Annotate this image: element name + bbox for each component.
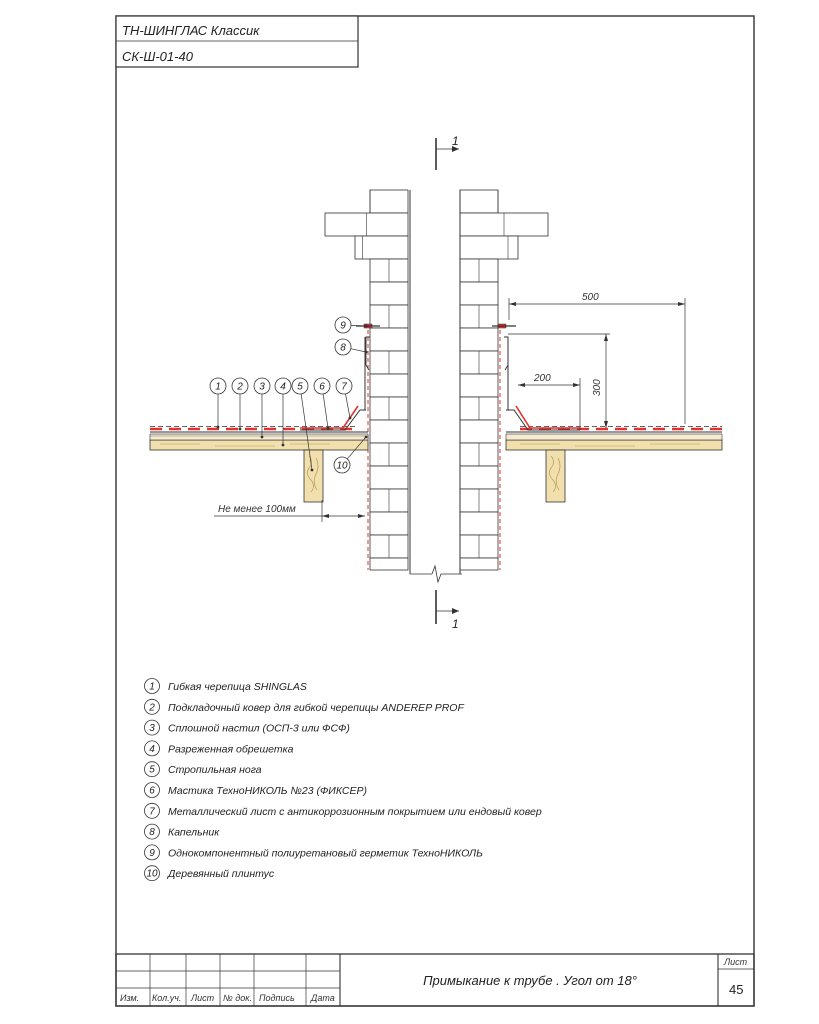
- stamp-header-date: Дата: [311, 993, 335, 1003]
- legend-number: 4: [149, 743, 155, 755]
- callout-label: 8: [340, 342, 346, 354]
- callout-9: [335, 317, 367, 333]
- brick-cap-right: [460, 236, 518, 259]
- dimension-300: [508, 334, 610, 428]
- brick-left: [370, 512, 408, 535]
- brick-left: [370, 466, 408, 489]
- legend-item: [145, 866, 275, 881]
- legend-item: [145, 720, 350, 735]
- stamp-header-izm: Изм.: [120, 993, 140, 1003]
- legend-text: Подкладочный ковер для гибкой черепицы ANDEREP PROF: [168, 701, 464, 714]
- stamp-header-sign: Подпись: [259, 993, 295, 1003]
- brick-right: [460, 420, 498, 443]
- legend-number: 2: [149, 702, 155, 714]
- flue-break-line: [410, 566, 462, 582]
- legend-number: 9: [149, 847, 155, 859]
- stamp-block: [116, 954, 754, 1006]
- legend-number: 7: [149, 806, 155, 818]
- callout-1: [210, 378, 226, 428]
- legend-number: 1: [149, 681, 155, 693]
- left-rafter: [150, 440, 368, 450]
- stamp-header-koluch: Кол.уч.: [152, 993, 182, 1003]
- legend-number: 3: [149, 723, 155, 735]
- legend-item: [145, 783, 367, 798]
- brick-cap-left: [355, 236, 408, 259]
- dimension-min-label: Не менее 100мм: [218, 504, 296, 515]
- brick-right: [460, 466, 498, 489]
- legend: [145, 679, 542, 881]
- callout-label: 5: [297, 381, 303, 393]
- brick-right: [460, 374, 498, 397]
- section-label-top: 1: [452, 134, 459, 148]
- brick-right: [460, 512, 498, 535]
- brick-cap-right: [460, 190, 498, 213]
- callout-7: [336, 378, 352, 419]
- callout-label: 9: [340, 320, 346, 332]
- section-mark-top: [436, 134, 459, 170]
- right-batten: [546, 450, 565, 502]
- brick-right: [460, 282, 498, 305]
- section-label-bottom: 1: [452, 617, 459, 631]
- brick-left: [370, 420, 408, 443]
- brick-cap-left: [370, 190, 408, 213]
- callout-label: 7: [341, 381, 347, 393]
- brick-left: [370, 374, 408, 397]
- dimension-300-label: 300: [592, 379, 603, 396]
- dimension-200-label: 200: [534, 373, 551, 384]
- legend-number: 10: [146, 868, 158, 880]
- callout-5: [292, 378, 313, 471]
- legend-item: [145, 679, 307, 694]
- brick-right: [460, 558, 498, 570]
- legend-item: [145, 824, 221, 839]
- right-rafter: [506, 440, 722, 450]
- legend-item: [145, 845, 484, 860]
- legend-number: 5: [149, 764, 155, 776]
- dimension-min-100: [214, 500, 365, 522]
- right-flashing-red: [516, 406, 580, 428]
- legend-text: Сплошной настил (ОСП-3 или ФСФ): [168, 722, 350, 735]
- legend-item: [145, 803, 542, 818]
- dimension-500-label: 500: [582, 292, 599, 303]
- callout-label: 6: [319, 381, 325, 393]
- callout-label: 1: [215, 381, 221, 393]
- legend-text: Капельник: [168, 826, 220, 839]
- callout-label: 2: [237, 381, 243, 393]
- brick-right: [460, 328, 498, 351]
- legend-item: [145, 741, 294, 756]
- right-kapelnik: [504, 337, 508, 370]
- brick-left: [370, 328, 408, 351]
- callout-label: 3: [259, 381, 265, 393]
- legend-item: [145, 699, 465, 714]
- drawing-title: Примыкание к трубе . Угол от 18°: [423, 973, 637, 988]
- callout-2: [232, 378, 248, 430]
- dimension-500: [509, 292, 685, 424]
- sheet-number: 45: [729, 982, 744, 997]
- legend-number: 8: [149, 827, 155, 839]
- legend-text: Мастика ТехноНИКОЛЬ №23 (ФИКСЕР): [168, 785, 367, 797]
- right-decking: [506, 434, 722, 440]
- title-line-1: ТН-ШИНГЛАС Классик: [122, 23, 260, 38]
- legend-text: Разреженная обрешетка: [168, 743, 294, 756]
- brick-left: [370, 558, 408, 570]
- legend-item: [145, 762, 262, 777]
- dimension-200: [518, 373, 580, 430]
- stamp-header-list: Лист: [191, 993, 215, 1003]
- legend-text: Гибкая черепица SHINGLAS: [168, 681, 307, 693]
- section-mark-bottom: [436, 590, 459, 631]
- left-decking: [150, 434, 368, 440]
- stamp-header-doc: № док.: [223, 993, 252, 1003]
- callout-label: 10: [336, 460, 348, 472]
- sheet-label: Лист: [724, 957, 748, 967]
- callout-label: 4: [280, 381, 286, 393]
- legend-text: Деревянный плинтус: [168, 868, 275, 881]
- legend-text: Стропильная нога: [168, 764, 262, 777]
- title-line-2: СК-Ш-01-40: [122, 49, 193, 64]
- legend-text: Однокомпонентный полиуретановый герметик ТехноНИКОЛЬ: [168, 847, 483, 860]
- title-block: [116, 16, 358, 67]
- right-metal-flashing: [506, 410, 580, 430]
- brick-left: [370, 282, 408, 305]
- legend-number: 6: [149, 785, 155, 797]
- callout-8: [335, 339, 367, 355]
- roof-right: [492, 324, 722, 502]
- legend-text: Металлический лист с антикоррозионным покрытием или ендовый ковер: [168, 805, 542, 818]
- left-batten: [304, 450, 323, 502]
- callout-6: [314, 378, 330, 429]
- left-metal-flashing: [300, 410, 366, 430]
